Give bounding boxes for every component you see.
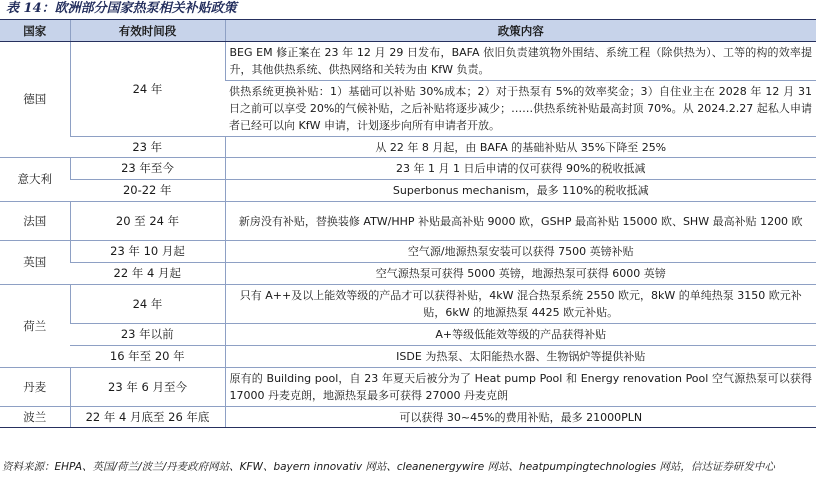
country-cell: 丹麦 [0,368,70,407]
policy-content-cell: 新房没有补贴，替换装修 ATW/HHP 补贴最高补贴 9000 欧，GSHP 最高补贴 15000 欧、SHW 最高补贴 1200 欧 [225,202,816,241]
country-cell: 法国 [0,202,70,241]
period-cell: 23 年以前 [70,324,225,346]
table-row [0,158,816,180]
period-cell: 24 年 [70,42,225,137]
policy-content-cell: 只有 A++及以上能效等级的产品才可以获得补贴，4kW 混合热泵系统 2550 欧元，8kW 的单纯热泵 3150 欧元补贴，6kW 的地源热泵 4425 欧元补贴。 [225,285,816,324]
period-cell: 22 年 4 月底至 26 年底 [70,407,225,428]
policy-content-cell: 可以获得 30~45%的费用补贴，最多 21000PLN [225,407,816,428]
table-row [0,368,816,407]
policy-content-cell: 23 年 1 月 1 日后申请的仅可获得 90%的税收抵减 [225,158,816,180]
period-cell: 23 年至今 [70,158,225,180]
table-row [0,42,816,81]
source-note: 资料来源：EHPA、英国/荷兰/波兰/丹麦政府网站、KFW、bayern innovativ 网站、cleanenergywire 网站、heatpumpingtechnologies 网站，信达证券研发中心 [2,461,775,473]
table-row [0,180,816,202]
country-cell: 波兰 [0,407,70,428]
table-row [0,263,816,285]
header-row [0,20,816,42]
header-period: 有效时间段 [70,20,225,42]
period-cell: 16 年至 20 年 [70,346,225,368]
table-row [0,241,816,263]
table-row [0,324,816,346]
period-cell: 23 年 6 月至今 [70,368,225,407]
header-content: 政策内容 [225,20,816,42]
period-cell: 22 年 4 月起 [70,263,225,285]
period-cell: 20-22 年 [70,180,225,202]
table-row [0,137,816,158]
policy-content-cell: Superbonus mechanism，最多 110%的税收抵减 [225,180,816,202]
policy-content-cell: 从 22 年 8 月起，由 BAFA 的基础补贴从 35%下降至 25% [225,137,816,158]
policy-content-cell: ISDE 为热泵、太阳能热水器、生物锅炉等提供补贴 [225,346,816,368]
header-country: 国家 [0,20,70,42]
country-cell: 德国 [0,42,70,158]
table-row [0,407,816,428]
subsidy-policy-table [0,19,816,428]
policy-content-cell: 供热系统更换补贴：1）基础可以补贴 30%成本；2）对于热泵有 5%的效率奖金；3）自住业主在 2028 年 12 月 31 日之前可以享受 20%的气候补贴，之后补贴将逐步减少；……供热系统补贴最高封顶 70%。从 2024.2.27 起私人申请者已经可以向 KfW 申请，计划逐步向所有申请者开放。 [225,81,816,137]
country-cell: 荷兰 [0,285,70,368]
policy-content-cell: 空气源/地源热泵安装可以获得 7500 英镑补贴 [225,241,816,263]
country-cell: 英国 [0,241,70,285]
policy-content-cell: A+等级低能效等级的产品获得补贴 [225,324,816,346]
period-cell: 20 至 24 年 [70,202,225,241]
period-cell: 23 年 10 月起 [70,241,225,263]
policy-content-cell: BEG EM 修正案在 23 年 12 月 29 日发布，BAFA 依旧负责建筑物外围结、系统工程（除供热为）、工等的构的效率提升，其他供热系统、供热网络和关转为由 KfW 负责。 [225,42,816,81]
period-cell: 23 年 [70,137,225,158]
policy-content-cell: 原有的 Building pool，自 23 年夏天后被分为了 Heat pump Pool 和 Energy renovation Pool 空气源热泵可以获得 17000 丹麦克朗，地源热泵最多可获得 27000 丹麦克朗 [225,368,816,407]
country-cell: 意大利 [0,158,70,202]
policy-content-cell: 空气源热泵可获得 5000 英镑，地源热泵可获得 6000 英镑 [225,263,816,285]
table-row [0,202,816,241]
table-row [0,346,816,368]
table-title: 表 14：欧洲部分国家热泵相关补贴政策 [6,1,237,16]
period-cell: 24 年 [70,285,225,324]
table-row [0,285,816,324]
